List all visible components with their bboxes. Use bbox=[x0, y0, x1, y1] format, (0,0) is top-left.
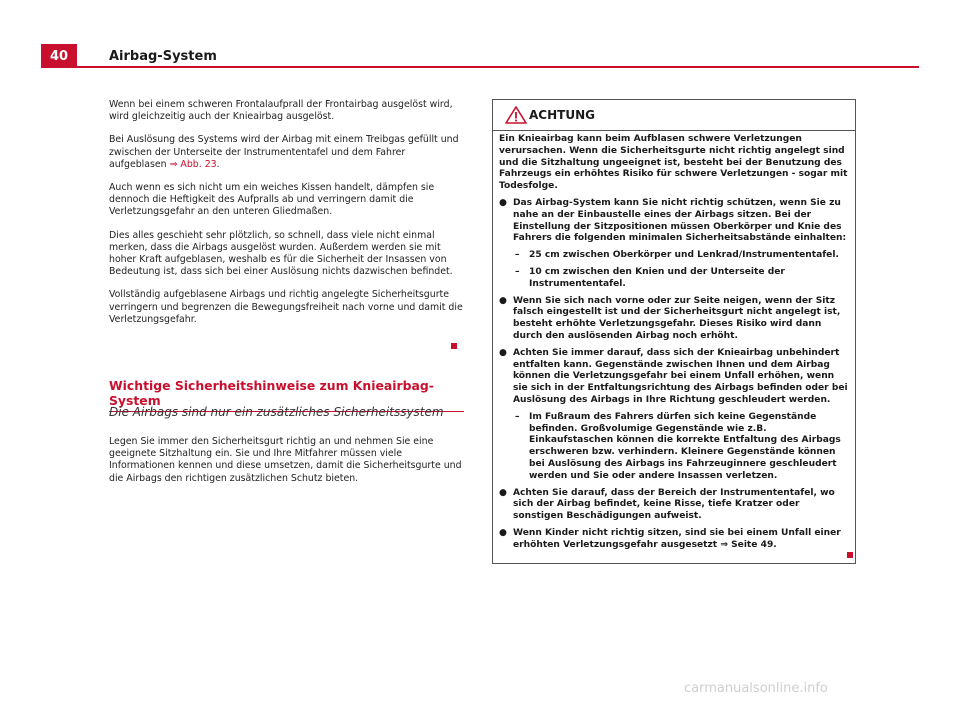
warning-dash-item bbox=[515, 250, 849, 262]
warning-box bbox=[492, 99, 856, 564]
paragraph-3: Auch wenn es sich nicht um ein weiches Kissen handelt, dämpfen sie dennoch die Heftigkeit des Aufpralls ab und verringern damit die Verletzungsgefahr an den unteren Gliedmaßen. bbox=[109, 182, 435, 218]
bullet-text: Wenn Kinder nicht richtig sitzen, sind sie bei einem Unfall einer erhöhten Verletzungsgefahr ausgesetzt ⇒ Seite 49. bbox=[513, 527, 841, 550]
dash-text: 10 cm zwischen den Knien und der Unterseite der Instrumententafel. bbox=[529, 266, 785, 289]
dash-marker: – bbox=[515, 250, 520, 261]
page-number: 40 bbox=[41, 44, 77, 68]
intro-text-column bbox=[109, 99, 464, 337]
figure-link[interactable]: ⇒ Abb. 23 bbox=[169, 158, 217, 170]
paragraph-4: Dies alles geschieht sehr plötzlich, so schnell, dass viele nicht einmal merken, dass die Airbags ausgelöst wurden. Außerdem werden sie mit hoher Kraft aufgeblasen, weshalb es für die Sicherheit der Insassen von Bedeutung ist, dass sich bei einer Auslösung nichts dazwischen befindet. bbox=[109, 229, 453, 278]
warning-header bbox=[493, 100, 855, 131]
warning-title: ACHTUNG bbox=[529, 108, 595, 122]
dash-text: 25 cm zwischen Oberkörper und Lenkrad/Instrumententafel. bbox=[529, 250, 839, 261]
watermark: carmanualsonline.info bbox=[684, 681, 828, 696]
section-body-text: Legen Sie immer den Sicherheitsgurt richtig an und nehmen Sie eine geeignete Sitzhaltung ein. Sie und Ihre Mitfahrer müssen viele Informationen kennen und diese umsetzen, damit die Sicherheitsgurte und die Airbags den richtigen zusätzlichen Schutz bieten. bbox=[109, 436, 462, 484]
bullet-marker: ● bbox=[499, 527, 507, 538]
bullet-marker: ● bbox=[499, 487, 507, 498]
bullet-text: Das Airbag-System kann Sie nicht richtig schützen, wenn Sie zu nahe an der Einbaustelle eines der Airbags sitzen. Bei der Einstellung der Sitzpositionen müssen Oberkörper und Knie des Fahrers die folgenden minimalen Sicherheitsabstände einhalten: bbox=[513, 197, 847, 244]
warning-intro: Ein Knieairbag kann beim Aufblasen schwere Verletzungen verursachen. Wenn die Sicherheitsgurte nicht richtig angelegt sind und die Sitzhaltung ungeeignet ist, besteht bei der Benutzung des Fahrzeugs ein erhöhtes Risiko für schwere Verletzungen - sogar mit Todesfolge. bbox=[499, 134, 848, 192]
bullet-marker: ● bbox=[499, 347, 507, 358]
section-subheading: Die Airbags sind nur ein zusätzliches Sicherheitssystem bbox=[109, 405, 444, 419]
dash-marker: – bbox=[515, 411, 520, 422]
dash-marker: – bbox=[515, 266, 520, 277]
warning-dash-item bbox=[515, 267, 849, 291]
page-header-title: Airbag-System bbox=[109, 49, 217, 64]
bullet-marker: ● bbox=[499, 295, 507, 306]
end-square-icon bbox=[847, 552, 853, 558]
warning-bullet bbox=[499, 488, 849, 523]
paragraph-1: Wenn bei einem schweren Frontalaufprall der Frontairbag ausgelöst wird, wird gleichzeitig auch der Knieairbag ausgelöst. bbox=[109, 99, 453, 123]
section-heading: Wichtige Sicherheitshinweise zum Knieairbag-System bbox=[109, 378, 464, 412]
paragraph-2 bbox=[109, 134, 464, 171]
warning-body bbox=[493, 131, 855, 552]
warning-bullet bbox=[499, 198, 849, 245]
warning-dash-item bbox=[515, 412, 849, 483]
bullet-marker: ● bbox=[499, 197, 507, 208]
end-square-icon bbox=[451, 343, 457, 349]
warning-triangle-icon bbox=[505, 106, 527, 124]
header-divider bbox=[41, 66, 919, 68]
paragraph-2-text: Bei Auslösung des Systems wird der Airbag mit einem Treibgas gefüllt und zwischen der Unterseite der Instrumententafel und dem Fahrer aufgeblasen bbox=[109, 134, 459, 170]
dash-text: Im Fußraum des Fahrers dürfen sich keine Gegenstände befinden. Großvolumige Gegenstände wie z.B. Einkaufstaschen können die korrekte Entfaltung des Airbags erschweren bzw. verhindern. Kleinere Gegenstände können bei Auslösung des Airbags ins Fahrzeuginnere geschleudert werden und Sie oder andere Insassen verletzen. bbox=[529, 411, 841, 481]
bullet-text: Wenn Sie sich nach vorne oder zur Seite neigen, wenn der Sitz falsch eingestellt ist und der Sicherheitsgurt nicht angelegt ist, besteht erhöhte Verletzungsgefahr. Dieses Risiko wird dann durch den auslösenden Airbag noch erhöht. bbox=[513, 295, 841, 341]
paragraph-2-end: . bbox=[216, 158, 220, 170]
warning-bullet bbox=[499, 528, 849, 552]
paragraph-5: Vollständig aufgeblasene Airbags und richtig angelegte Sicherheitsgurte verringern und begrenzen die Bewegungsfreiheit nach vorne und damit die Verletzungsgefahr. bbox=[109, 289, 463, 325]
bullet-text: Achten Sie immer darauf, dass sich der Knieairbag unbehindert entfalten kann. Gegenstände zwischen Ihnen und dem Airbag können die Verletzungsgefahr bei einem Unfall erhöhen, wenn sie sich in der Entfaltungsrichtung des Airbags befinden oder bei Auslösung des Airbags in Ihre Richtung geschleudert werden. bbox=[513, 347, 848, 405]
bullet-text: Achten Sie darauf, dass der Bereich der Instrumententafel, wo sich der Airbag befindet, keine Risse, tiefe Kratzer oder sonstigen Beschädigungen aufweist. bbox=[513, 487, 835, 522]
warning-bullet bbox=[499, 348, 849, 407]
warning-bullet bbox=[499, 296, 849, 343]
